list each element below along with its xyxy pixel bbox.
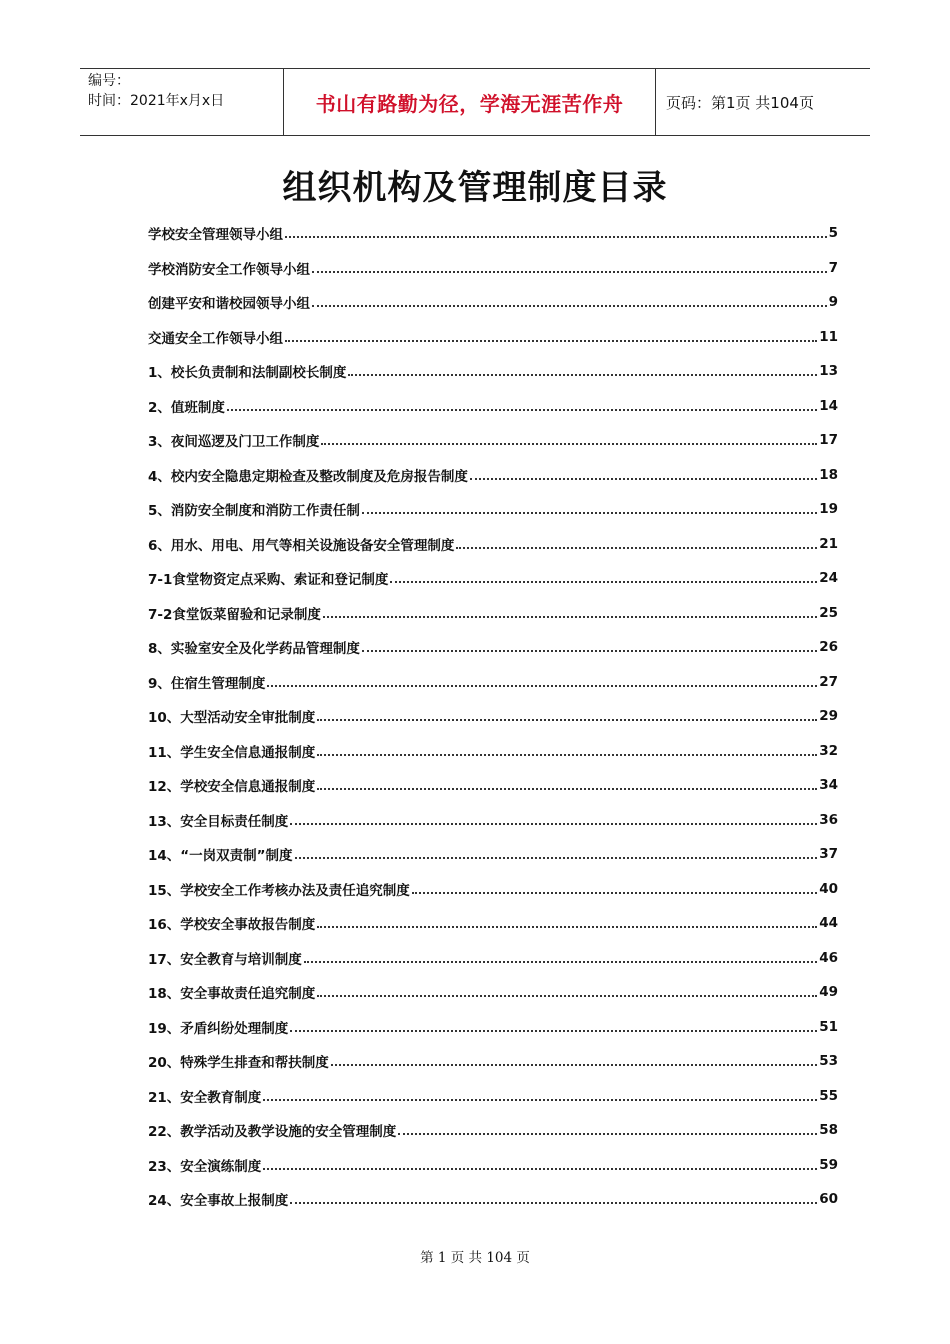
toc-dot-leader — [267, 685, 817, 687]
toc-entry-label: 24、安全事故上报制度 — [148, 1193, 289, 1210]
toc-entry-label: 创建平安和谐校园领导小组 — [148, 296, 310, 313]
toc-entry-label: 18、安全事故责任追究制度 — [148, 986, 316, 1003]
document-header — [80, 68, 870, 136]
toc-entry-page-number: 26 — [819, 639, 838, 656]
toc-entry-label: 学校安全管理领导小组 — [148, 227, 283, 244]
document-date-label: 时间：2021年x月x日 — [88, 93, 225, 109]
toc-entry[interactable] — [148, 285, 838, 320]
toc-dot-leader — [285, 236, 827, 238]
toc-dot-leader — [263, 1168, 817, 1170]
toc-entry-label: 5、消防安全制度和消防工作责任制 — [148, 503, 360, 520]
toc-entry-label: 10、大型活动安全审批制度 — [148, 710, 316, 727]
toc-dot-leader — [317, 788, 817, 790]
toc-entry-page-number: 21 — [819, 535, 838, 552]
toc-entry[interactable] — [148, 1044, 838, 1079]
toc-entry-page-number: 37 — [819, 846, 838, 863]
toc-entry-page-number: 36 — [819, 811, 838, 828]
toc-entry[interactable] — [148, 1182, 838, 1217]
toc-entry-page-number: 24 — [819, 570, 838, 587]
toc-entry-page-number: 55 — [819, 1087, 838, 1104]
toc-entry-label: 7-2食堂饭菜留验和记录制度 — [148, 606, 321, 623]
toc-entry[interactable] — [148, 216, 838, 251]
toc-dot-leader — [227, 409, 817, 411]
toc-entry-label: 14、“一岗双责制”制度 — [148, 848, 293, 865]
toc-entry-label: 2、值班制度 — [148, 399, 225, 416]
toc-dot-leader — [285, 340, 817, 342]
toc-entry-label: 19、矛盾纠纷处理制度 — [148, 1020, 289, 1037]
toc-entry-page-number: 18 — [819, 466, 838, 483]
toc-entry-page-number: 46 — [819, 949, 838, 966]
toc-dot-leader — [348, 374, 817, 376]
toc-dot-leader — [317, 995, 817, 997]
toc-dot-leader — [362, 650, 817, 652]
toc-dot-leader — [312, 305, 827, 307]
toc-entry-page-number: 14 — [819, 397, 838, 414]
header-motto: 书山有路勤为径，学海无涯苦作舟 — [283, 69, 656, 135]
toc-entry-page-number: 44 — [819, 915, 838, 932]
toc-entry-label: 21、安全教育制度 — [148, 1089, 262, 1106]
toc-dot-leader — [290, 1202, 817, 1204]
toc-entry-label: 22、教学活动及教学设施的安全管理制度 — [148, 1124, 397, 1141]
toc-entry-page-number: 11 — [819, 328, 838, 345]
toc-entry[interactable] — [148, 492, 838, 527]
toc-entry-label: 学校消防安全工作领导小组 — [148, 261, 310, 278]
toc-entry[interactable] — [148, 354, 838, 389]
toc-entry[interactable] — [148, 527, 838, 562]
toc-dot-leader — [331, 1064, 817, 1066]
toc-entry-page-number: 34 — [819, 777, 838, 794]
toc-dot-leader — [263, 1099, 817, 1101]
toc-entry-page-number: 29 — [819, 708, 838, 725]
toc-entry-label: 17、安全教育与培训制度 — [148, 951, 302, 968]
toc-dot-leader — [390, 581, 817, 583]
toc-entry-label: 16、学校安全事故报告制度 — [148, 917, 316, 934]
toc-entry-page-number: 9 — [828, 294, 838, 311]
toc-dot-leader — [362, 512, 817, 514]
toc-entry[interactable] — [148, 975, 838, 1010]
toc-entry[interactable] — [148, 768, 838, 803]
header-page-info: 页码：第1页 共104页 — [666, 93, 814, 112]
toc-entry-label: 6、用水、用电、用气等相关设施设备安全管理制度 — [148, 537, 455, 554]
toc-entry-page-number: 32 — [819, 742, 838, 759]
toc-dot-leader — [321, 443, 817, 445]
toc-entry[interactable] — [148, 734, 838, 769]
toc-dot-leader — [317, 926, 817, 928]
toc-entry-page-number: 5 — [828, 225, 838, 242]
toc-entry[interactable] — [148, 699, 838, 734]
toc-entry-page-number: 7 — [828, 259, 838, 276]
toc-entry-label: 1、校长负责制和法制副校长制度 — [148, 365, 347, 382]
toc-entry[interactable] — [148, 1079, 838, 1114]
toc-entry-label: 7-1食堂物资定点采购、索证和登记制度 — [148, 572, 389, 589]
toc-entry-page-number: 13 — [819, 363, 838, 380]
toc-entry-label: 3、夜间巡逻及门卫工作制度 — [148, 434, 320, 451]
toc-entry[interactable] — [148, 251, 838, 286]
toc-entry[interactable] — [148, 941, 838, 976]
toc-entry-page-number: 58 — [819, 1122, 838, 1139]
toc-dot-leader — [412, 892, 817, 894]
toc-entry-page-number: 19 — [819, 501, 838, 518]
toc-entry-label: 4、校内安全隐患定期检查及整改制度及危房报告制度 — [148, 468, 468, 485]
toc-dot-leader — [312, 271, 827, 273]
toc-entry-label: 交通安全工作领导小组 — [148, 330, 283, 347]
toc-entry-page-number: 27 — [819, 673, 838, 690]
toc-entry-label: 23、安全演练制度 — [148, 1158, 262, 1175]
toc-entry[interactable] — [148, 561, 838, 596]
toc-entry[interactable] — [148, 665, 838, 700]
toc-entry[interactable] — [148, 423, 838, 458]
toc-dot-leader — [290, 1030, 817, 1032]
toc-entry[interactable] — [148, 1148, 838, 1183]
toc-entry[interactable] — [148, 803, 838, 838]
toc-entry-label: 11、学生安全信息通报制度 — [148, 744, 316, 761]
toc-dot-leader — [323, 616, 817, 618]
toc-entry-page-number: 25 — [819, 604, 838, 621]
toc-entry[interactable] — [148, 872, 838, 907]
page-footer: 第 1 页 共 104 页 — [420, 1250, 530, 1266]
document-number-label: 编号： — [88, 73, 130, 89]
toc-entry-page-number: 51 — [819, 1018, 838, 1035]
toc-entry[interactable] — [148, 320, 838, 355]
toc-entry[interactable] — [148, 837, 838, 872]
toc-dot-leader — [317, 754, 817, 756]
toc-entry-label: 8、实验室安全及化学药品管理制度 — [148, 641, 360, 658]
toc-entry-page-number: 40 — [819, 880, 838, 897]
toc-dot-leader — [470, 478, 817, 480]
toc-entry-label: 15、学校安全工作考核办法及责任追究制度 — [148, 882, 410, 899]
toc-entry-label: 13、安全目标责任制度 — [148, 813, 289, 830]
toc-entry-label: 9、住宿生管理制度 — [148, 675, 266, 692]
toc-dot-leader — [317, 719, 817, 721]
toc-entry-page-number: 49 — [819, 984, 838, 1001]
toc-entry-label: 20、特殊学生排查和帮扶制度 — [148, 1055, 329, 1072]
toc-entry[interactable] — [148, 630, 838, 665]
toc-dot-leader — [304, 961, 817, 963]
header-meta-cell — [80, 69, 283, 135]
page-title: 组织机构及管理制度目录 — [282, 168, 668, 208]
toc-dot-leader — [456, 547, 817, 549]
toc-dot-leader — [295, 857, 818, 859]
table-of-contents — [148, 216, 838, 1217]
toc-entry-page-number: 60 — [819, 1191, 838, 1208]
toc-entry[interactable] — [148, 1113, 838, 1148]
toc-entry[interactable] — [148, 596, 838, 631]
toc-dot-leader — [290, 823, 817, 825]
toc-entry[interactable] — [148, 906, 838, 941]
toc-entry-label: 12、学校安全信息通报制度 — [148, 779, 316, 796]
toc-entry[interactable] — [148, 1010, 838, 1045]
toc-entry-page-number: 53 — [819, 1053, 838, 1070]
toc-dot-leader — [398, 1133, 817, 1135]
toc-entry-page-number: 59 — [819, 1156, 838, 1173]
toc-entry-page-number: 17 — [819, 432, 838, 449]
toc-entry[interactable] — [148, 458, 838, 493]
toc-entry[interactable] — [148, 389, 838, 424]
